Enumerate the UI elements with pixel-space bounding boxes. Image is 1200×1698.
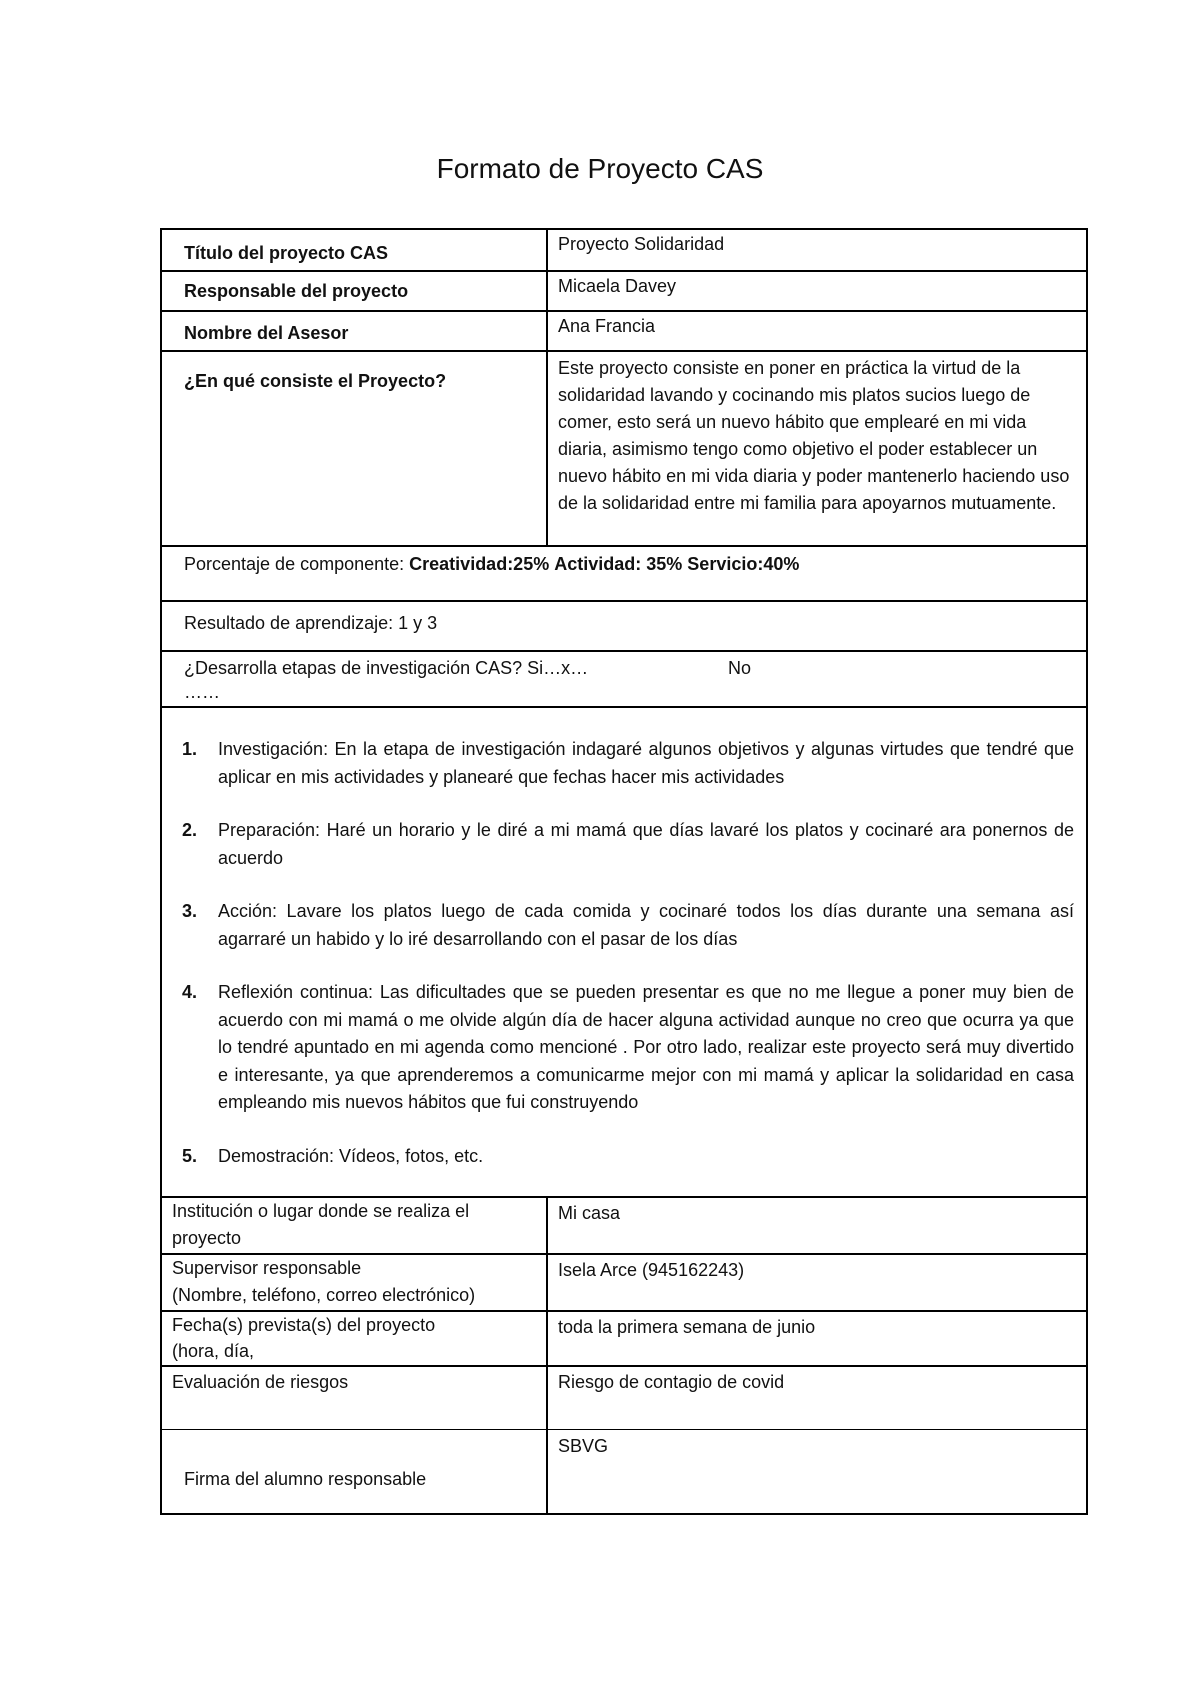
investigation-dots: …… [184,682,220,702]
components-line [162,547,1086,600]
dates-label-cell [162,1312,548,1365]
value-project-owner: Micaela Davey [558,276,677,296]
row-project-owner [162,270,1086,310]
stage-item [182,1143,1074,1171]
row-investigation-question [162,650,1086,706]
stage-text: Preparación: Haré un horario y le diré a mi mamá que días lavaré los platos y cocinaré ara ponernos de acuerdo [218,820,1074,868]
value-supervisor: Isela Arce (945162243) [558,1260,745,1280]
component-creatividad: Creatividad:25% [409,554,550,574]
label-supervisor: Supervisor responsable [172,1258,362,1278]
component-servicio: Servicio:40% [687,554,800,574]
label-project-owner: Responsable del proyecto [162,272,548,310]
stage-text: Investigación: En la etapa de investigación indagaré algunos objetivos y algunas virtudes que tendré que aplicar en mis actividades y planearé que fechas hacer mis actividades [218,739,1074,787]
label-project-description: ¿En qué consiste el Proyecto? [162,352,548,545]
stage-number: 5. [182,1145,198,1166]
label-advisor: Nombre del Asesor [162,312,548,350]
value-project-description: Este proyecto consiste en poner en práctica la virtud de la solidaridad lavando y cocinando mis platos sucios luego de comer, esto será un nuevo hábito que emplearé en mi vida diaria, asimismo tengo como objetivo el poder establecer un nuevo hábito en mi vida diaria y poder mantenerlo haciendo uso de la solidaridad entre mi familia para apoyarnos mutuamente. [558,358,1070,513]
row-learning-outcome [162,600,1086,650]
stage-item [182,736,1074,791]
stage-number: 4. [182,982,198,1002]
learning-outcome: Resultado de aprendizaje: 1 y 3 [184,613,438,633]
stages-list [162,708,1086,1196]
investigation-cell [162,652,1086,706]
row-dates [162,1310,1086,1365]
stage-item [182,817,1074,872]
cas-form-table [160,228,1088,1515]
value-institution: Mi casa [558,1203,621,1223]
row-risk [162,1365,1086,1429]
row-advisor [162,310,1086,350]
stage-text: Acción: Lavare los platos luego de cada comida y cocinaré todos los días durante una semana así agarraré un habido y lo iré desarrollando con el pasar de los días [218,901,1074,949]
label-dates: Fecha(s) prevista(s) del proyecto [172,1315,436,1335]
value-project-title: Proyecto Solidaridad [558,234,725,254]
page-title: Formato de Proyecto CAS [436,153,764,184]
label-project-title: Título del proyecto CAS [162,230,548,270]
value-signature: SBVG [558,1436,609,1456]
row-project-description [162,350,1086,545]
value-dates: toda la primera semana de junio [558,1317,816,1337]
value-risk: Riesgo de contagio de covid [558,1372,785,1392]
component-actividad: Actividad: 35% [554,554,683,574]
row-components [162,545,1086,600]
row-institution [162,1196,1086,1253]
components-label: Porcentaje de componente: [184,554,410,574]
row-stages [162,706,1086,1196]
stage-text: Demostración: Vídeos, fotos, etc. [218,1145,484,1166]
value-advisor: Ana Francia [558,316,656,336]
stage-number: 2. [182,820,198,840]
investigation-question: ¿Desarrolla etapas de investigación CAS? Si…x… [184,658,589,678]
label-signature: Firma del alumno responsable [162,1430,548,1513]
label-risk: Evaluación de riesgos [162,1367,548,1429]
investigation-no: No [728,658,752,678]
row-signature [162,1429,1086,1513]
stage-item [182,979,1074,1117]
stage-number: 1. [182,739,198,759]
label-institution: Institución o lugar donde se realiza el proyecto [162,1198,548,1253]
label-supervisor-detail: (Nombre, teléfono, correo electrónico) [172,1285,476,1305]
stage-text: Reflexión continua: Las dificultades que se pueden presentar es que no me llegue a poner muy bien de acuerdo con mi mamá o me olvide algún día de hacer alguna actividad aunque no creo que ocurra ya que lo tendré apuntado en mi agenda como mencioné . Por otro lado, realizar este proyecto será muy divertido e interesante, ya que aprenderemos a comunicarme mejor con mi mamá y aplicar la solidaridad en casa empleando mis nuevos hábitos que fui construyendo [218,982,1074,1112]
label-dates-detail: (hora, día, [172,1341,255,1361]
stage-number: 3. [182,901,198,921]
supervisor-label-cell [162,1255,548,1310]
stage-item [182,898,1074,953]
row-supervisor [162,1253,1086,1310]
row-project-title [162,230,1086,270]
